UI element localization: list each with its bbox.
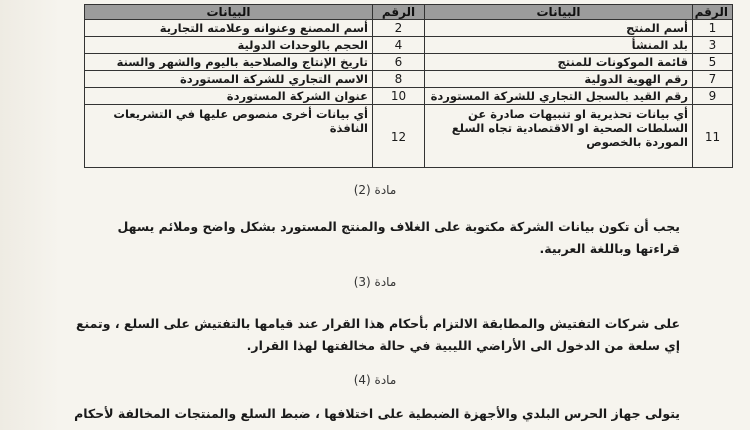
row-data: أي بيانات تحذيرية او تنبيهات صادرة عن السلطات الصحية او الاقتصادية تجاه السلع الموردة بالخصوص	[425, 105, 693, 168]
row-data: الاسم التجاري للشركة المستوردة	[85, 71, 373, 88]
table-row	[85, 54, 733, 71]
row-data: أسم المنتج	[425, 20, 693, 37]
row-data: قائمة الموكونات للمنتج	[425, 54, 693, 71]
article-text: على شركات التفتيش والمطابقة الالتزام بأحكام هذا القرار عند قيامها بالتفتيش على السلع ، وتمنع إي سلعة من الدخول الى الأراضي الليبية في حالة مخالفتها لهذا القرار.	[75, 316, 680, 353]
row-number: 10	[373, 88, 425, 105]
header-data-right: البيانات	[425, 5, 693, 20]
row-data: تاريخ الإنتاج والصلاحية باليوم والشهر والسنة	[85, 54, 373, 71]
row-number: 5	[693, 54, 733, 71]
header-number-right: الرقم	[693, 5, 733, 20]
row-number: 11	[693, 105, 733, 168]
article-text: يتولى جهاز الحرس البلدي والأجهزة الضبطية على اختلافها ، ضبط السلع والمنتجات المخالفة لأحكام	[74, 406, 680, 421]
row-number: 4	[373, 37, 425, 54]
table-header-row	[85, 5, 733, 20]
row-data: الحجم بالوحدات الدولية	[85, 37, 373, 54]
row-number: 6	[373, 54, 425, 71]
table-row	[85, 88, 733, 105]
row-data: أي بيانات أخرى منصوص عليها في التشريعات النافذة	[85, 105, 373, 168]
table-row	[85, 20, 733, 37]
page-edge-shadow	[0, 0, 60, 430]
row-data: عنوان الشركة المستوردة	[85, 88, 373, 105]
required-data-table	[84, 4, 733, 168]
row-data: رقم الهوية الدولية	[425, 71, 693, 88]
article-heading: مادة (3)	[353, 275, 397, 289]
header-data-left: البيانات	[85, 5, 373, 20]
row-data: أسم المصنع وعنوانه وعلامته التجارية	[85, 20, 373, 37]
row-data: رقم القيد بالسجل التجاري للشركة المستوردة	[425, 88, 693, 105]
row-number: 12	[373, 105, 425, 168]
table-row	[85, 37, 733, 54]
table-row	[85, 105, 733, 168]
row-number: 9	[693, 88, 733, 105]
article-text: يجب أن تكون بيانات الشركة مكتوبة على الغلاف والمنتج المستورد بشكل واضح وملائم يسهل قراءتها وباللغة العربية.	[117, 219, 680, 256]
article-heading: مادة (2)	[353, 183, 397, 197]
row-number: 3	[693, 37, 733, 54]
row-number: 1	[693, 20, 733, 37]
row-number: 7	[693, 71, 733, 88]
table-row	[85, 71, 733, 88]
article-heading: مادة (4)	[353, 373, 397, 387]
row-number: 8	[373, 71, 425, 88]
row-data: بلد المنشأ	[425, 37, 693, 54]
row-number: 2	[373, 20, 425, 37]
header-number-left: الرقم	[373, 5, 425, 20]
